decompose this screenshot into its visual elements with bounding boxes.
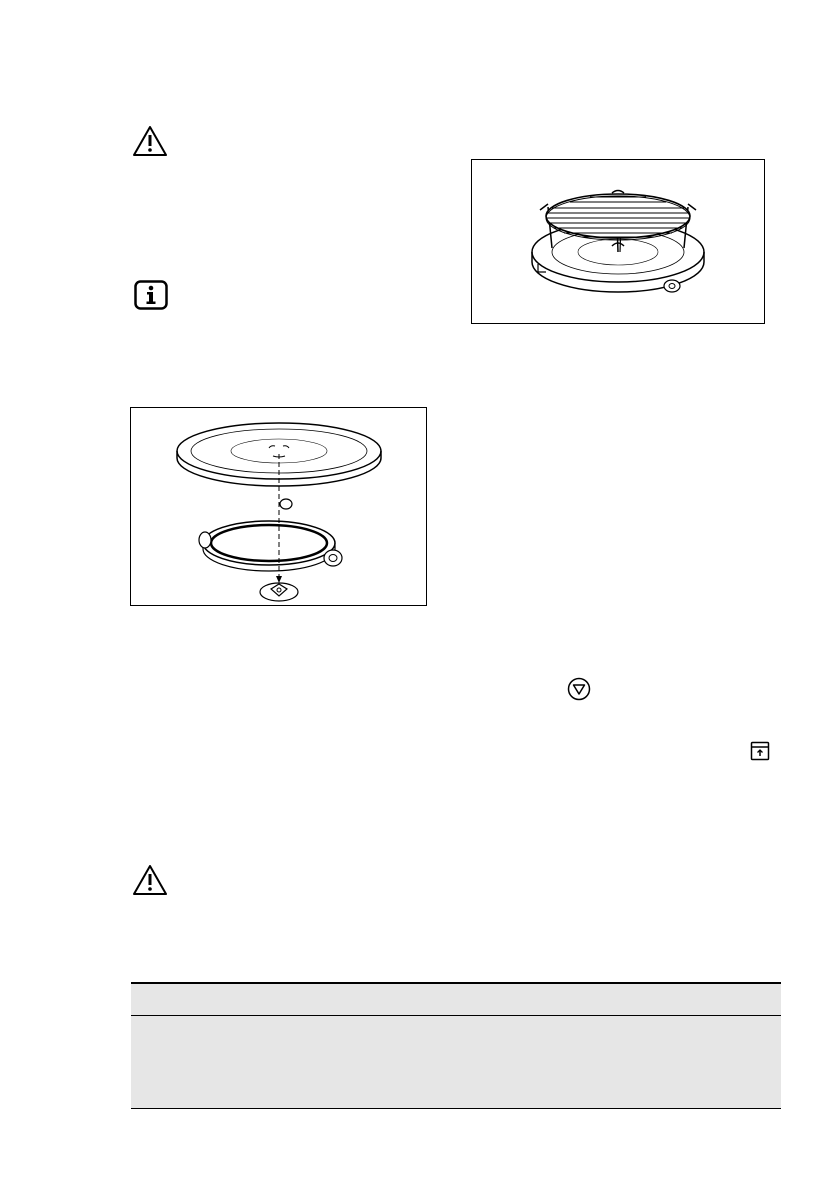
door-open-icon <box>750 741 770 761</box>
warning-icon <box>132 864 168 896</box>
table-header <box>131 982 781 1016</box>
warning-icon <box>132 125 168 157</box>
turntable-assembly-figure <box>130 407 427 606</box>
info-icon <box>134 280 168 310</box>
start-symbol-icon <box>567 677 591 701</box>
table-row <box>131 1016 781 1109</box>
grill-rack-figure <box>471 159 765 324</box>
